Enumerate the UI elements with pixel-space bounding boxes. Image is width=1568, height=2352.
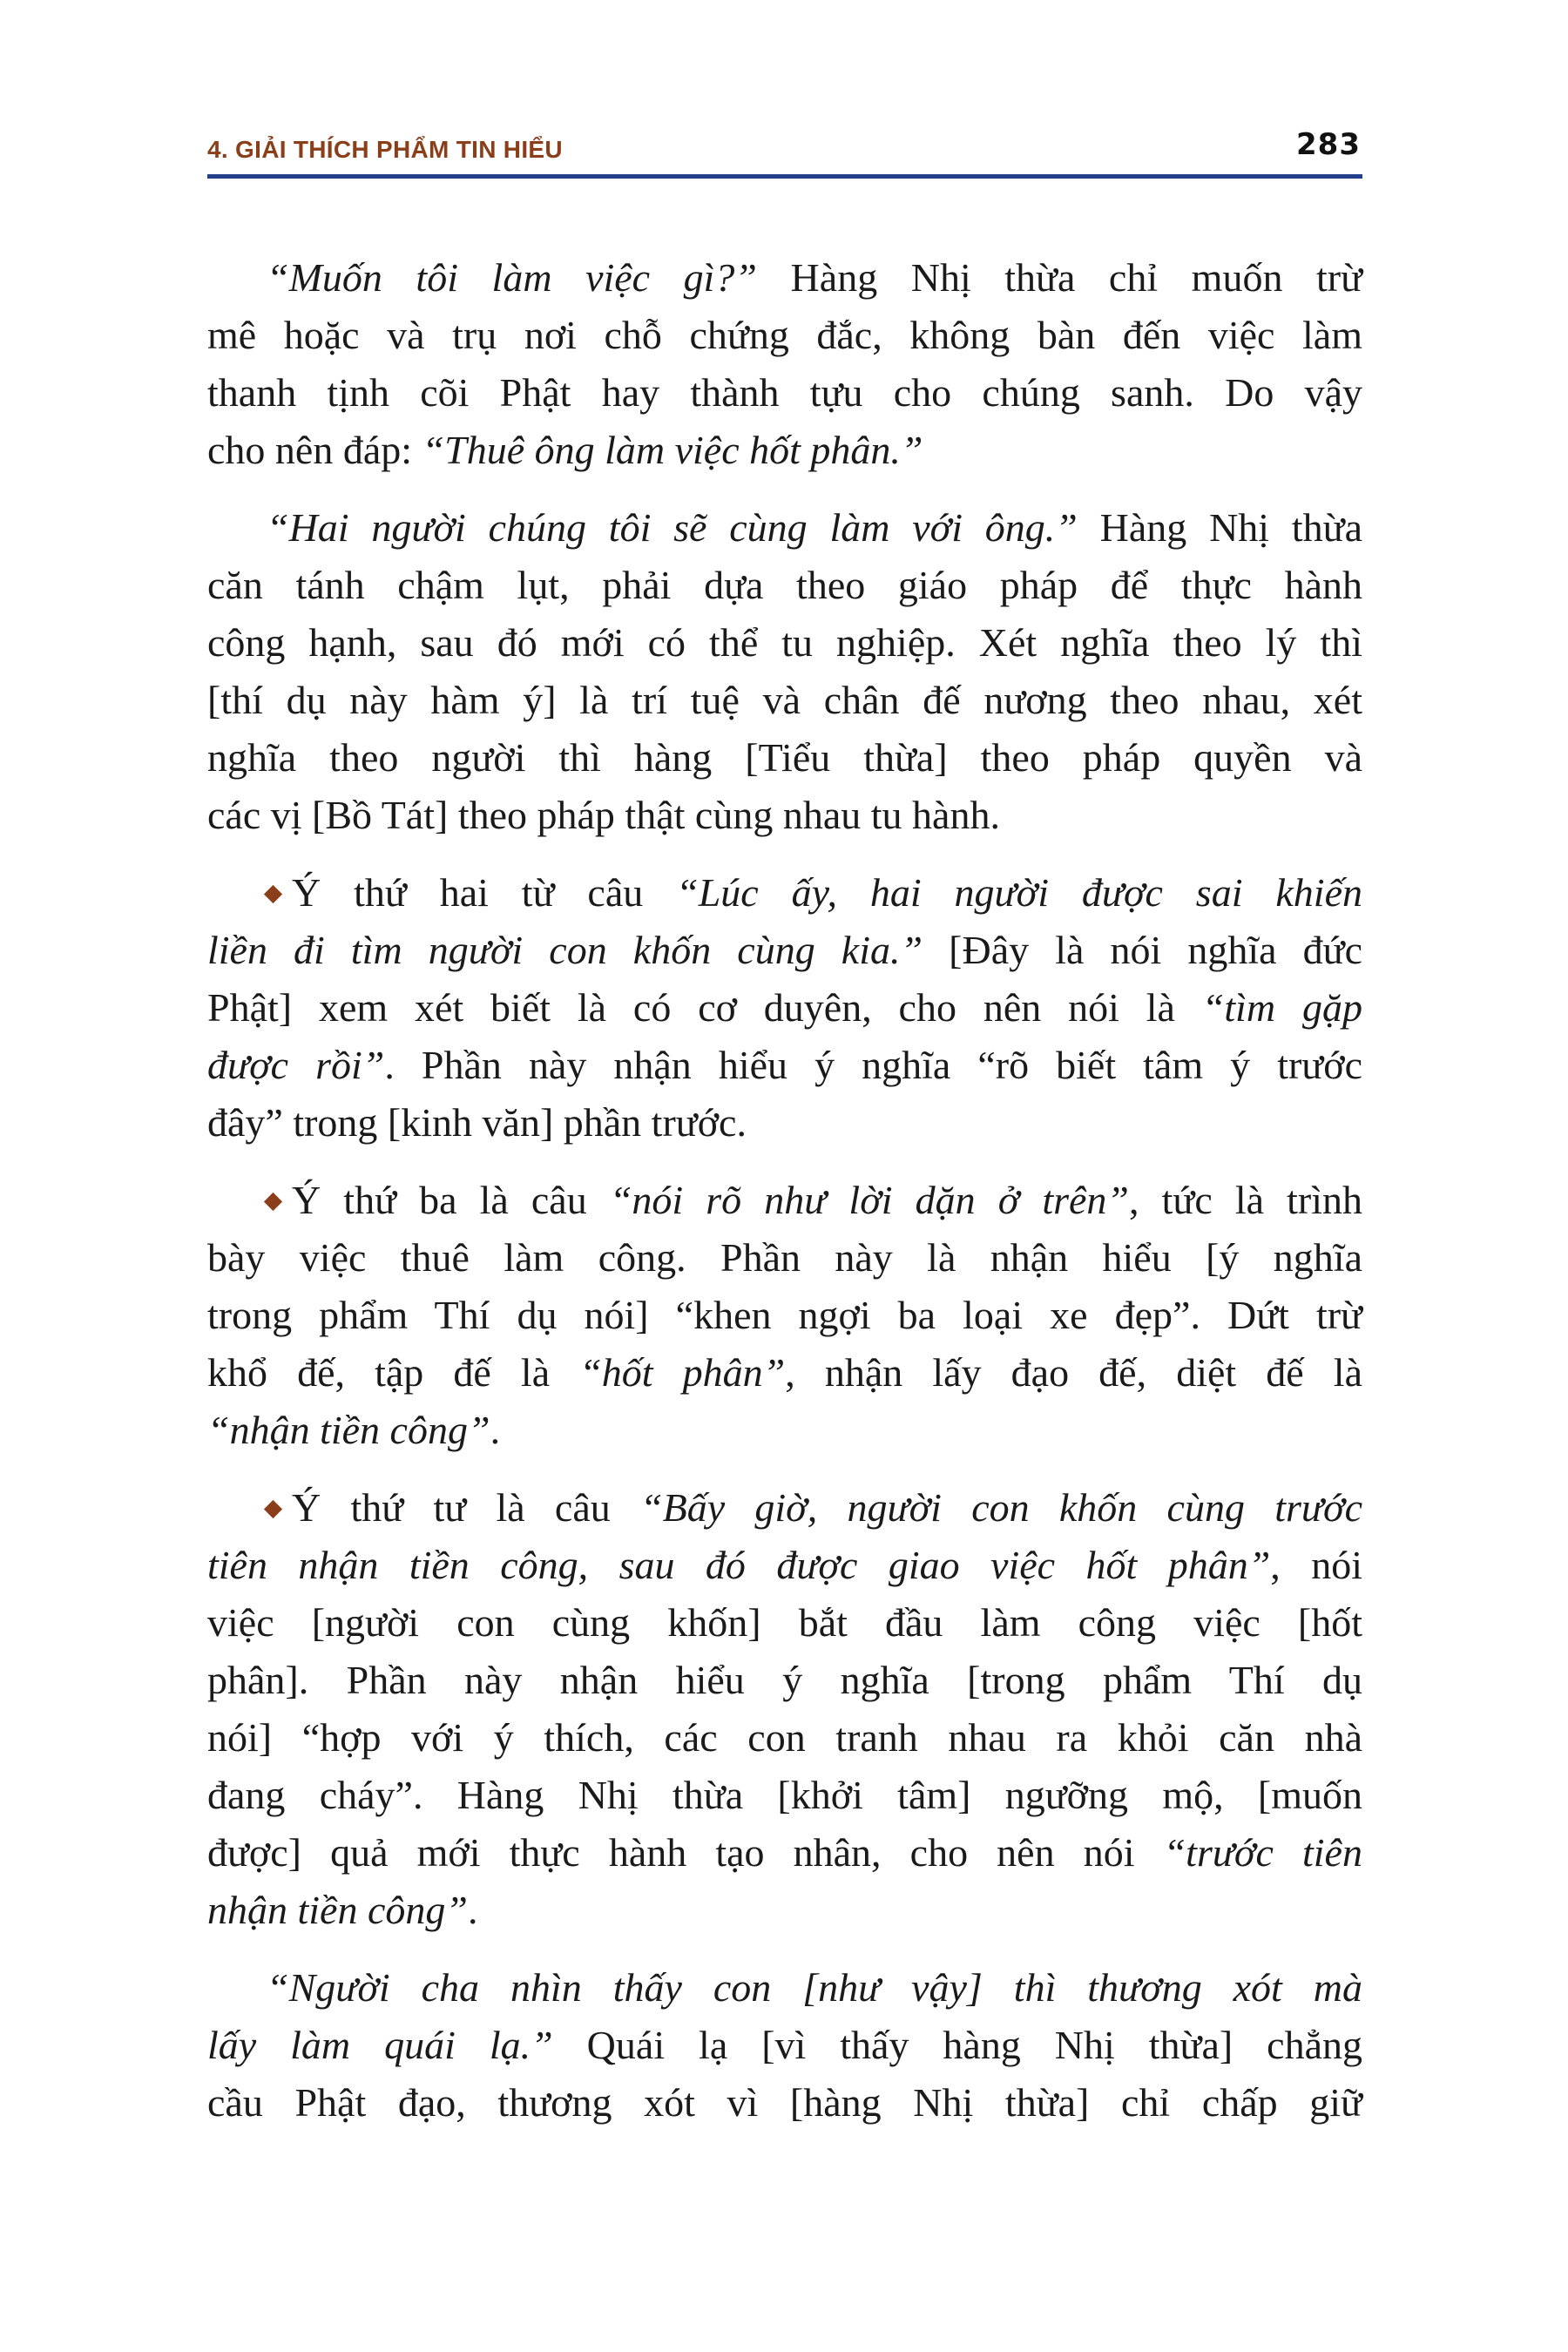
italic-quote-text: “nói rõ như lời dặn ở trên” bbox=[609, 1178, 1130, 1222]
text-run: [Đây là nói nghĩa đức bbox=[923, 928, 1362, 972]
italic-quote-text: nhận tiền công” bbox=[207, 1888, 468, 1932]
italic-quote-text: “Lúc ấy, hai người được sai khiến bbox=[676, 870, 1362, 915]
text-run: , nói bbox=[1270, 1543, 1362, 1587]
italic-quote-text: “Bấy giờ, người con khốn cùng trước bbox=[640, 1485, 1362, 1530]
text-run: công hạnh, sau đó mới có thể tu nghiệp. Xét nghĩa theo lý thì bbox=[207, 620, 1362, 665]
text-run: Ý thứ ba là câu bbox=[292, 1178, 610, 1222]
paragraph bbox=[207, 1959, 1362, 2132]
text-line bbox=[207, 672, 1362, 729]
text-line bbox=[207, 922, 1362, 979]
text-line bbox=[207, 1172, 1362, 1229]
text-line bbox=[207, 422, 1362, 479]
text-line bbox=[207, 1594, 1362, 1652]
diamond-bullet-icon bbox=[264, 1500, 282, 1518]
bullet-paragraph bbox=[207, 864, 1362, 1152]
text-run: nói] “hợp với ý thích, các con tranh nhau ra khỏi căn nhà bbox=[207, 1715, 1362, 1760]
text-run: . bbox=[490, 1408, 501, 1452]
text-line bbox=[207, 729, 1362, 787]
italic-quote-text: “Thuê ông làm việc hốt phân.” bbox=[422, 428, 923, 472]
italic-quote-text: “tìm gặp bbox=[1201, 985, 1362, 1030]
text-run: phân]. Phần này nhận hiểu ý nghĩa [trong phẩm Thí dụ bbox=[207, 1658, 1362, 1702]
text-line bbox=[207, 1652, 1362, 1709]
text-run: Quái lạ [vì thấy hàng Nhị thừa] chẳng bbox=[552, 2023, 1362, 2067]
text-line bbox=[207, 499, 1362, 557]
text-run: , nhận lấy đạo đế, diệt đế là bbox=[785, 1350, 1362, 1395]
page-number: 283 bbox=[1296, 127, 1361, 162]
running-header bbox=[207, 127, 1362, 183]
text-run: Ý thứ hai từ câu bbox=[292, 870, 677, 915]
text-run: mê hoặc và trụ nơi chỗ chứng đắc, không bàn đến việc làm bbox=[207, 313, 1362, 357]
text-run: thanh tịnh cõi Phật hay thành tựu cho chúng sanh. Do vậy bbox=[207, 370, 1362, 415]
text-line bbox=[207, 787, 1362, 844]
text-line bbox=[207, 1037, 1362, 1094]
diamond-bullet-icon bbox=[264, 1193, 282, 1211]
text-run: nghĩa theo người thì hàng [Tiểu thừa] theo pháp quyền và bbox=[207, 735, 1362, 780]
text-line bbox=[207, 1479, 1362, 1537]
text-line bbox=[207, 2074, 1362, 2132]
bullet-paragraph bbox=[207, 1172, 1362, 1459]
text-run: được] quả mới thực hành tạo nhân, cho nên nói bbox=[207, 1830, 1164, 1875]
text-run: Hàng Nhị thừa bbox=[1077, 505, 1363, 550]
text-line bbox=[207, 864, 1362, 922]
text-line bbox=[207, 1402, 1362, 1459]
text-line bbox=[207, 614, 1362, 672]
italic-quote-text: “trước tiên bbox=[1163, 1830, 1362, 1875]
text-line bbox=[207, 1824, 1362, 1882]
text-line bbox=[207, 1959, 1362, 2017]
italic-quote-text: liền đi tìm người con khốn cùng kia.” bbox=[207, 928, 923, 972]
italic-quote-text: “Người cha nhìn thấy con [như vậy] thì thương xót mà bbox=[267, 1965, 1362, 2010]
text-line bbox=[207, 249, 1362, 307]
header-rule bbox=[207, 174, 1362, 179]
text-run: [thí dụ này hàm ý] là trí tuệ và chân đế nương theo nhau, xét bbox=[207, 678, 1362, 722]
italic-quote-text: “hốt phân” bbox=[579, 1350, 786, 1395]
text-run: . Phần này nhận hiểu ý nghĩa “rõ biết tâm ý trước bbox=[384, 1043, 1362, 1087]
text-line bbox=[207, 1709, 1362, 1767]
text-run: đây” trong [kinh văn] phần trước. bbox=[207, 1100, 747, 1145]
italic-quote-text: “Muốn tôi làm việc gì?” bbox=[267, 255, 758, 300]
text-run: căn tánh chậm lụt, phải dựa theo giáo pháp để thực hành bbox=[207, 563, 1362, 607]
text-run: các vị [Bồ Tát] theo pháp thật cùng nhau tu hành. bbox=[207, 793, 1000, 837]
italic-quote-text: được rồi” bbox=[207, 1043, 385, 1087]
text-line bbox=[207, 1767, 1362, 1824]
text-run: cho nên đáp: bbox=[207, 428, 422, 472]
paragraph bbox=[207, 499, 1362, 844]
text-run: cầu Phật đạo, thương xót vì [hàng Nhị thừa] chỉ chấp giữ bbox=[207, 2080, 1362, 2125]
italic-quote-text: “nhận tiền công” bbox=[207, 1408, 490, 1452]
text-run: việc [người con cùng khốn] bắt đầu làm công việc [hốt bbox=[207, 1600, 1362, 1645]
italic-quote-text: “Hai người chúng tôi sẽ cùng làm với ông.” bbox=[267, 505, 1078, 550]
bullet-paragraph bbox=[207, 1479, 1362, 1939]
text-run: Hàng Nhị thừa chỉ muốn trừ bbox=[757, 255, 1363, 300]
italic-quote-text: lấy làm quái lạ.” bbox=[207, 2023, 553, 2067]
text-run: Ý thứ tư là câu bbox=[292, 1485, 641, 1530]
text-run: đang cháy”. Hàng Nhị thừa [khởi tâm] ngưỡng mộ, [muốn bbox=[207, 1773, 1362, 1817]
text-run: khổ đế, tập đế là bbox=[207, 1350, 580, 1395]
text-run: Phật] xem xét biết là có cơ duyên, cho nên nói là bbox=[207, 985, 1202, 1030]
text-line bbox=[207, 2017, 1362, 2074]
text-line bbox=[207, 1287, 1362, 1344]
paragraph bbox=[207, 249, 1362, 479]
body-text bbox=[207, 249, 1362, 2152]
text-line bbox=[207, 1537, 1362, 1594]
text-run: bày việc thuê làm công. Phần này là nhận hiểu [ý nghĩa bbox=[207, 1235, 1362, 1280]
text-line bbox=[207, 1094, 1362, 1152]
text-line bbox=[207, 979, 1362, 1037]
chapter-title: 4. GIẢI THÍCH PHẨM TIN HIỂU bbox=[207, 136, 563, 163]
italic-quote-text: tiên nhận tiền công, sau đó được giao việc hốt phân” bbox=[207, 1543, 1271, 1587]
text-line bbox=[207, 1229, 1362, 1287]
text-run: , tức là trình bbox=[1129, 1178, 1362, 1222]
text-line bbox=[207, 307, 1362, 364]
text-line bbox=[207, 364, 1362, 422]
text-run: trong phẩm Thí dụ nói] “khen ngợi ba loại xe đẹp”. Dứt trừ bbox=[207, 1293, 1362, 1337]
text-line bbox=[207, 557, 1362, 614]
diamond-bullet-icon bbox=[264, 885, 282, 903]
text-line bbox=[207, 1882, 1362, 1939]
text-run: . bbox=[467, 1888, 478, 1932]
text-line bbox=[207, 1344, 1362, 1402]
